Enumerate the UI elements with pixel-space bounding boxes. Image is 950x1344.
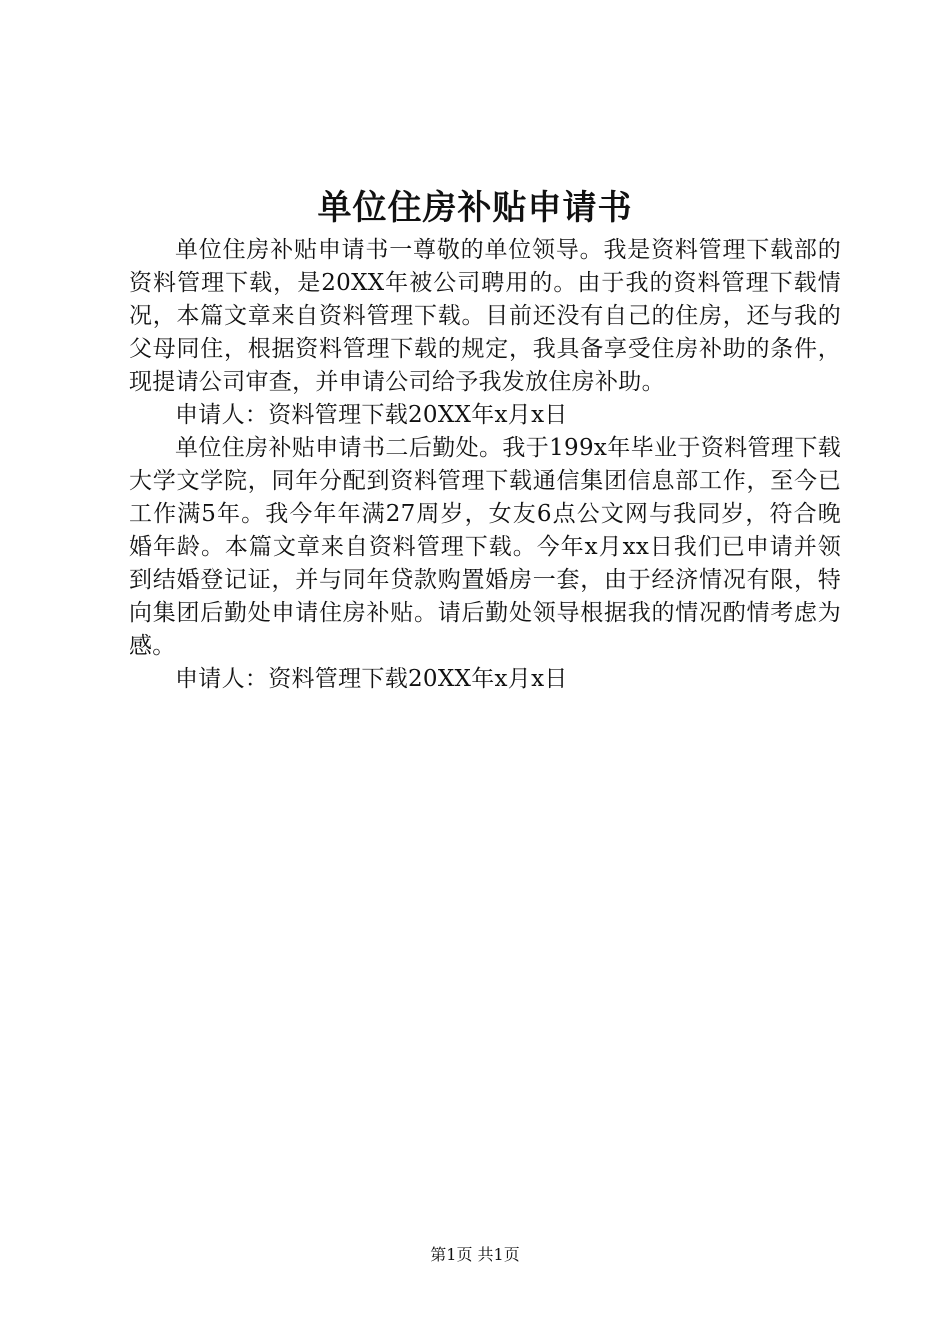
signature-line-1: 申请人：资料管理下载20XX年x月x日 [175, 402, 568, 428]
document-body [129, 234, 841, 696]
paragraph-2: 单位住房补贴申请书二后勤处。我于199x年毕业于资料管理下载大学文学院，同年分配到资料管理下载通信集团信息部工作，至今已工作满5年。我今年年满27周岁，女友6点公文网与我同岁，符合晚婚年龄。本篇文章来自资料管理下载。今年x月xx日我们已申请并领到结婚登记证，并与同年贷款购置婚房一套，由于经济情况有限，特向集团后勤处申请住房补贴。请后勤处领导根据我的情况酌情考虑为感。 [129, 435, 841, 659]
page-number-footer: 第1页 共1页 [430, 1245, 520, 1264]
signature-line-2: 申请人：资料管理下载20XX年x月x日 [175, 666, 568, 692]
paragraph-1: 单位住房补贴申请书一尊敬的单位领导。我是资料管理下载部的资料管理下载，是20XX年被公司聘用的。由于我的资料管理下载情况，本篇文章来自资料管理下载。目前还没有自己的住房，还与我的父母同住，根据资料管理下载的规定，我具备享受住房补助的条件，现提请公司审查，并申请公司给予我发放住房补助。 [129, 237, 841, 395]
document-title: 单位住房补贴申请书 [317, 188, 633, 228]
